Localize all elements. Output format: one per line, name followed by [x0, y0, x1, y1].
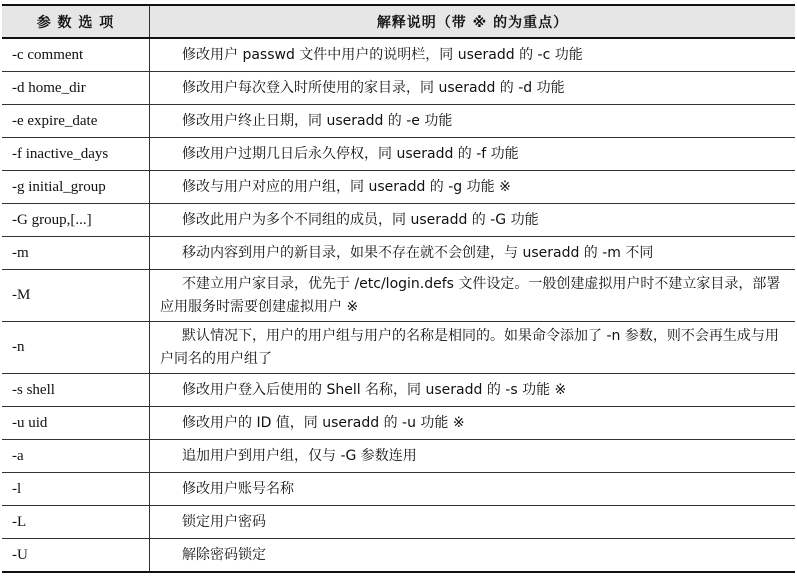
table-row	[2, 473, 795, 506]
param-cell: -c comment	[2, 38, 150, 72]
description-cell: 移动内容到用户的新目录，如果不存在就不会创建，与 useradd 的 -m 不同	[150, 237, 796, 270]
table-row	[2, 204, 795, 237]
description-cell: 修改用户每次登入时所使用的家目录，同 useradd 的 -d 功能	[150, 72, 796, 105]
description-cell: 不建立用户家目录，优先于 /etc/login.defs 文件设定。一般创建虚拟用户时不建立家目录，部署应用服务时需要创建虚拟用户 ※	[150, 270, 796, 322]
param-cell: -s shell	[2, 374, 150, 407]
table-row	[2, 506, 795, 539]
description-cell: 修改用户账号名称	[150, 473, 796, 506]
table-row	[2, 270, 795, 322]
table-row	[2, 322, 795, 374]
header-param-option: 参 数 选 项	[2, 5, 150, 38]
description-cell: 修改用户过期几日后永久停权，同 useradd 的 -f 功能	[150, 138, 796, 171]
header-description: 解释说明（带 ※ 的为重点）	[150, 5, 796, 38]
table-row	[2, 105, 795, 138]
param-cell: -d home_dir	[2, 72, 150, 105]
param-cell: -U	[2, 539, 150, 573]
description-cell: 修改用户终止日期，同 useradd 的 -e 功能	[150, 105, 796, 138]
table-row	[2, 440, 795, 473]
description-cell: 修改用户的 ID 值，同 useradd 的 -u 功能 ※	[150, 407, 796, 440]
table-row	[2, 72, 795, 105]
description-cell: 锁定用户密码	[150, 506, 796, 539]
param-cell: -g initial_group	[2, 171, 150, 204]
table-row	[2, 539, 795, 573]
description-cell: 追加用户到用户组，仅与 -G 参数连用	[150, 440, 796, 473]
param-cell: -m	[2, 237, 150, 270]
description-cell: 解除密码锁定	[150, 539, 796, 573]
param-cell: -n	[2, 322, 150, 374]
table-header-row	[2, 5, 795, 38]
description-cell: 默认情况下，用户的用户组与用户的名称是相同的。如果命令添加了 -n 参数，则不会再生成与用户同名的用户组了	[150, 322, 796, 374]
table-row	[2, 138, 795, 171]
param-cell: -M	[2, 270, 150, 322]
param-cell: -a	[2, 440, 150, 473]
description-cell: 修改与用户对应的用户组，同 useradd 的 -g 功能 ※	[150, 171, 796, 204]
table-row	[2, 38, 795, 72]
param-cell: -l	[2, 473, 150, 506]
table-row	[2, 374, 795, 407]
description-cell: 修改用户 passwd 文件中用户的说明栏，同 useradd 的 -c 功能	[150, 38, 796, 72]
options-table	[2, 4, 795, 573]
description-cell: 修改用户登入后使用的 Shell 名称，同 useradd 的 -s 功能 ※	[150, 374, 796, 407]
param-cell: -e expire_date	[2, 105, 150, 138]
param-cell: -L	[2, 506, 150, 539]
description-cell: 修改此用户为多个不同组的成员，同 useradd 的 -G 功能	[150, 204, 796, 237]
param-cell: -u uid	[2, 407, 150, 440]
table-row	[2, 237, 795, 270]
param-cell: -G group,[...]	[2, 204, 150, 237]
table-row	[2, 407, 795, 440]
table-row	[2, 171, 795, 204]
param-cell: -f inactive_days	[2, 138, 150, 171]
